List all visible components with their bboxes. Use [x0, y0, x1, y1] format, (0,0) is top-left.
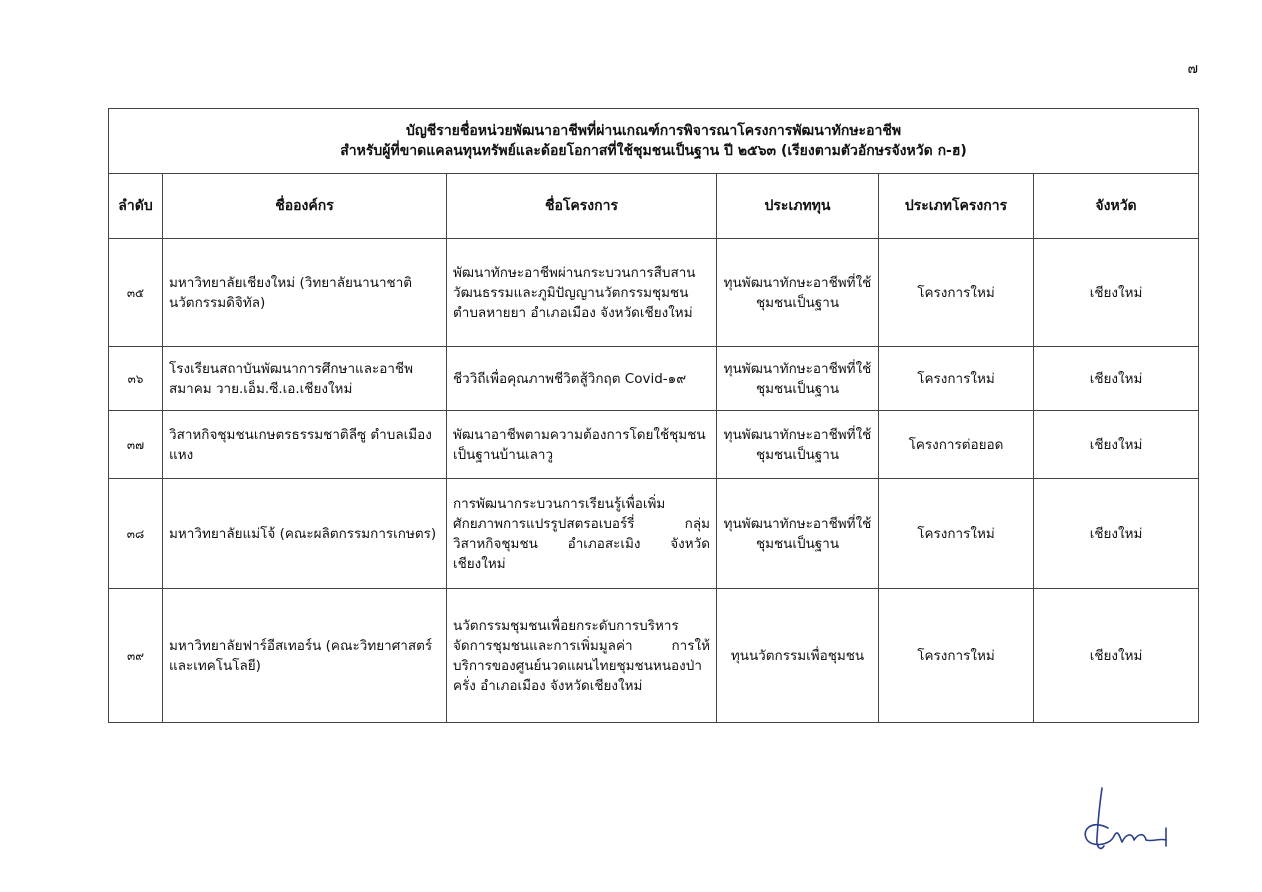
project-name: ชีววิถีเพื่อคุณภาพชีวิตสู้วิกฤต Covid-๑๙ — [447, 347, 717, 411]
table-title-row — [109, 109, 1199, 174]
organization-name: มหาวิทยาลัยแม่โจ้ (คณะผลิตกรรมการเกษตร) — [163, 479, 447, 589]
project-type: โครงการใหม่ — [879, 347, 1034, 411]
table-row — [109, 239, 1199, 347]
title-line-2: สำหรับผู้ที่ขาดแคลนทุนทรัพย์และด้อยโอกาสที่ใช้ชุมชนเป็นฐาน ปี ๒๕๖๓ (เรียงตามตัวอักษรจังหวัด ก-ฮ) — [340, 143, 967, 159]
organization-name: มหาวิทยาลัยฟาร์อีสเทอร์น (คณะวิทยาศาสตร์และเทคโนโลยี) — [163, 589, 447, 723]
organization-name: มหาวิทยาลัยเชียงใหม่ (วิทยาลัยนานาชาตินวัตกรรมดิจิทัล) — [163, 239, 447, 347]
header-province: จังหวัด — [1034, 174, 1199, 239]
province: เชียงใหม่ — [1034, 347, 1199, 411]
handwritten-signature — [1080, 780, 1180, 860]
project-type: โครงการต่อยอด — [879, 411, 1034, 479]
table-title — [109, 109, 1199, 174]
project-list-table — [108, 108, 1199, 723]
table-row — [109, 411, 1199, 479]
fund-type: ทุนพัฒนาทักษะอาชีพที่ใช้ชุมชนเป็นฐาน — [717, 347, 879, 411]
project-name: การพัฒนากระบวนการเรียนรู้เพื่อเพิ่มศักยภาพการแปรรูปสตรอเบอร์รี่ กลุ่มวิสาหกิจชุมชน อำเภอสะเมิง จังหวัดเชียงใหม่ — [447, 479, 717, 589]
province: เชียงใหม่ — [1034, 239, 1199, 347]
project-name: พัฒนาอาชีพตามความต้องการโดยใช้ชุมชนเป็นฐานบ้านเลาวู — [447, 411, 717, 479]
page-number: ๗ — [1187, 61, 1198, 77]
table-row — [109, 479, 1199, 589]
fund-type: ทุนพัฒนาทักษะอาชีพที่ใช้ชุมชนเป็นฐาน — [717, 411, 879, 479]
title-line-1: บัญชีรายชื่อหน่วยพัฒนาอาชีพที่ผ่านเกณฑ์การพิจารณาโครงการพัฒนาทักษะอาชีพ — [405, 123, 902, 139]
fund-type: ทุนพัฒนาทักษะอาชีพที่ใช้ชุมชนเป็นฐาน — [717, 239, 879, 347]
header-fund-type: ประเภททุน — [717, 174, 879, 239]
project-type: โครงการใหม่ — [879, 479, 1034, 589]
province: เชียงใหม่ — [1034, 589, 1199, 723]
province: เชียงใหม่ — [1034, 479, 1199, 589]
organization-name: วิสาหกิจชุมชนเกษตรธรรมชาติลีซู ตำบลเมืองแหง — [163, 411, 447, 479]
province: เชียงใหม่ — [1034, 411, 1199, 479]
table-row — [109, 589, 1199, 723]
fund-type: ทุนพัฒนาทักษะอาชีพที่ใช้ชุมชนเป็นฐาน — [717, 479, 879, 589]
row-number: ๓๘ — [109, 479, 163, 589]
row-number: ๓๙ — [109, 589, 163, 723]
project-name: พัฒนาทักษะอาชีพผ่านกระบวนการสืบสานวัฒนธรรมและภูมิปัญญานวัตกรรมชุมชน ตำบลหายยา อำเภอเมือง จังหวัดเชียงใหม่ — [447, 239, 717, 347]
header-row — [109, 174, 1199, 239]
row-number: ๓๕ — [109, 239, 163, 347]
header-organization: ชื่อองค์กร — [163, 174, 447, 239]
fund-type: ทุนนวัตกรรมเพื่อชุมชน — [717, 589, 879, 723]
project-name: นวัตกรรมชุมชนเพื่อยกระดับการบริหารจัดการชุมชนและการเพิ่มมูลค่า การให้บริการของศูนย์นวดแผนไทยชุมชนหนองป่าครั่ง อำเภอเมือง จังหวัดเชียงใหม่ — [447, 589, 717, 723]
header-project: ชื่อโครงการ — [447, 174, 717, 239]
project-type: โครงการใหม่ — [879, 239, 1034, 347]
header-number: ลำดับ — [109, 174, 163, 239]
organization-name: โรงเรียนสถาบันพัฒนาการศึกษาและอาชีพ สมาคม วาย.เอ็ม.ซี.เอ.เชียงใหม่ — [163, 347, 447, 411]
row-number: ๓๖ — [109, 347, 163, 411]
header-project-type: ประเภทโครงการ — [879, 174, 1034, 239]
table-row — [109, 347, 1199, 411]
row-number: ๓๗ — [109, 411, 163, 479]
project-type: โครงการใหม่ — [879, 589, 1034, 723]
